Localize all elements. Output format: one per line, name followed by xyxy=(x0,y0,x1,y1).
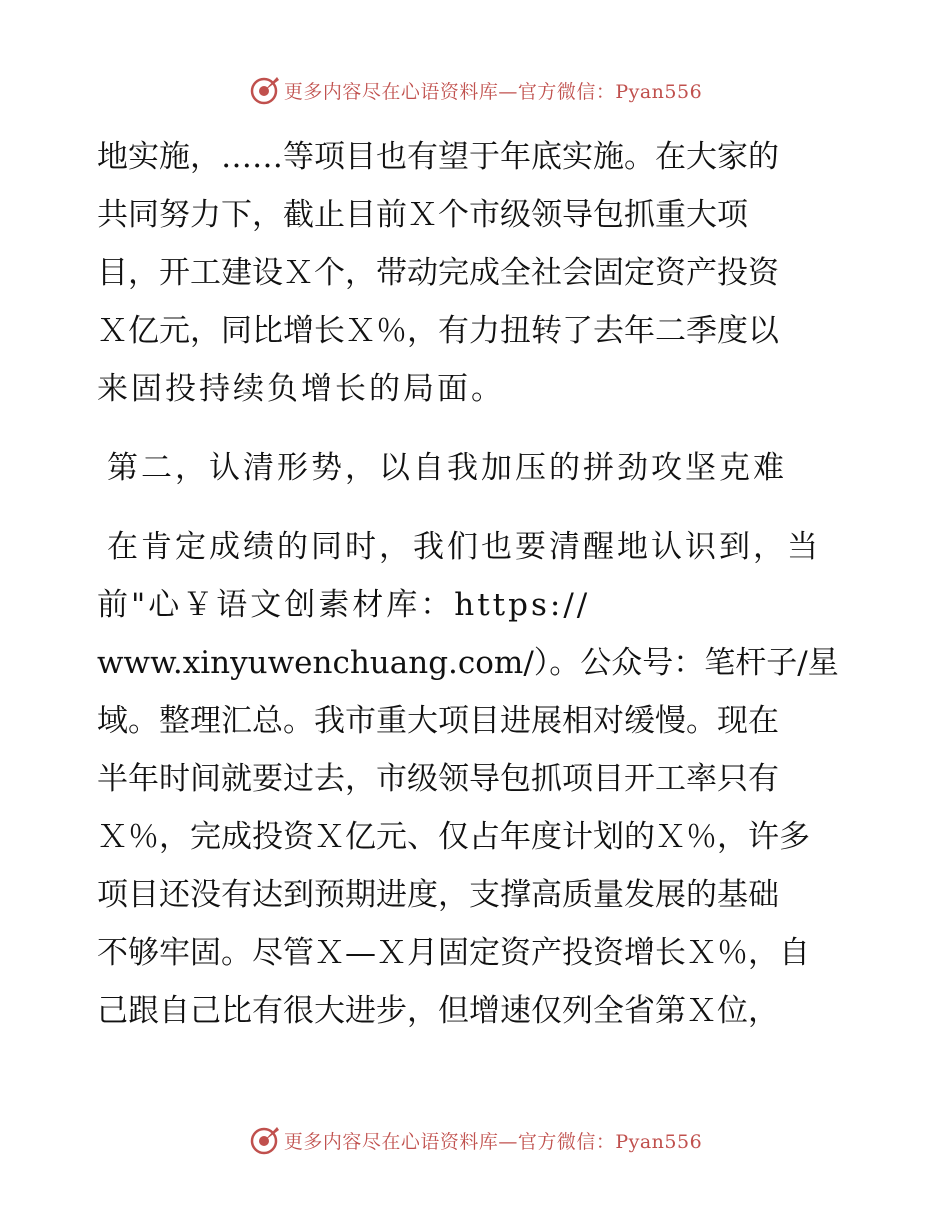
paragraph-line: 项目还没有达到预期进度，支撑高质量发展的基础 xyxy=(97,877,779,913)
banner-text: 更多内容尽在心语资料库—官方微信：Pyan556 xyxy=(283,80,703,103)
paragraph-line: 不够牢固。尽管Ｘ—Ｘ月固定资产投资增长Ｘ％，自 xyxy=(97,935,810,971)
paragraph-line: 前"心￥语文创素材库：https:// xyxy=(97,587,591,623)
paragraph-line: Ｘ亿元，同比增长Ｘ％，有力扭转了去年二季度以 xyxy=(97,313,779,349)
paragraph-line: 半年时间就要过去，市级领导包抓项目开工率只有 xyxy=(97,761,779,797)
document-body xyxy=(97,128,857,1040)
paragraph-line: 地实施，……等项目也有望于年底实施。在大家的 xyxy=(97,139,779,175)
paragraph-line: 来固投持续负增长的局面。 xyxy=(97,371,505,407)
header-banner xyxy=(0,70,950,110)
pen-logo-icon xyxy=(248,1124,280,1156)
footer-banner xyxy=(0,1120,950,1160)
banner-text: 更多内容尽在心语资料库—官方微信：Pyan556 xyxy=(283,1130,703,1153)
paragraph-line: 目，开工建设Ｘ个，带动完成全社会固定资产投资 xyxy=(97,255,779,291)
paragraph-line: www.xinyuwenchuang.com/）。公众号：笔杆子/星 xyxy=(97,645,839,681)
section-heading: 第二，认清形势，以自我加压的拼劲攻坚克难 xyxy=(107,450,787,486)
paragraph-line: 己跟自己比有很大进步，但增速仅列全省第Ｘ位， xyxy=(97,993,779,1029)
paragraph-line: 在肯定成绩的同时，我们也要清醒地认识到，当 xyxy=(107,529,821,565)
paragraph-line: Ｘ％，完成投资Ｘ亿元、仅占年度计划的Ｘ％，许多 xyxy=(97,819,810,855)
paragraph-line: 共同努力下，截止目前Ｘ个市级领导包抓重大项 xyxy=(97,197,748,233)
paragraph-line: 域。整理汇总。我市重大项目进展相对缓慢。现在 xyxy=(97,703,779,739)
pen-logo-icon xyxy=(248,74,280,106)
